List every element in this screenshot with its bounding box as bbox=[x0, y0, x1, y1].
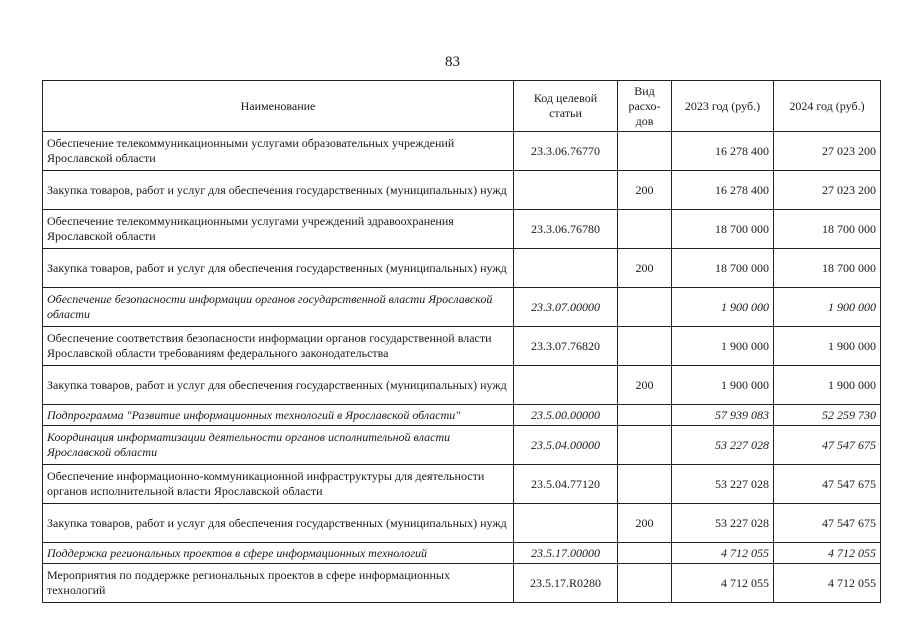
row-amount-2024: 47 547 675 bbox=[774, 426, 881, 465]
row-amount-2024: 47 547 675 bbox=[774, 504, 881, 543]
row-expense-type bbox=[618, 564, 672, 603]
row-name: Обеспечение безопасности информации органов государственной власти Ярославской области bbox=[43, 288, 514, 327]
row-amount-2023: 53 227 028 bbox=[672, 426, 774, 465]
row-amount-2023: 1 900 000 bbox=[672, 366, 774, 405]
row-amount-2024: 27 023 200 bbox=[774, 171, 881, 210]
row-amount-2023: 4 712 055 bbox=[672, 543, 774, 564]
row-expense-type bbox=[618, 288, 672, 327]
table-row bbox=[43, 210, 881, 249]
table-row bbox=[43, 405, 881, 426]
row-amount-2023: 53 227 028 bbox=[672, 504, 774, 543]
row-code: 23.3.06.76770 bbox=[514, 132, 618, 171]
row-amount-2024: 1 900 000 bbox=[774, 366, 881, 405]
table-row bbox=[43, 465, 881, 504]
header-year-2023: 2023 год (руб.) bbox=[672, 81, 774, 132]
row-amount-2023: 18 700 000 bbox=[672, 249, 774, 288]
row-amount-2024: 1 900 000 bbox=[774, 288, 881, 327]
row-code: 23.5.00.00000 bbox=[514, 405, 618, 426]
row-name: Обеспечение телекоммуникационными услугами образовательных учреждений Ярославской области bbox=[43, 132, 514, 171]
row-expense-type: 200 bbox=[618, 504, 672, 543]
row-expense-type: 200 bbox=[618, 249, 672, 288]
row-code: 23.3.07.76820 bbox=[514, 327, 618, 366]
row-amount-2023: 53 227 028 bbox=[672, 465, 774, 504]
table-row bbox=[43, 249, 881, 288]
table-body bbox=[43, 132, 881, 603]
row-amount-2023: 4 712 055 bbox=[672, 564, 774, 603]
row-name: Поддержка региональных проектов в сфере информационных технологий bbox=[43, 543, 514, 564]
table-header-row bbox=[43, 81, 881, 132]
row-amount-2024: 47 547 675 bbox=[774, 465, 881, 504]
row-name: Обеспечение телекоммуникационными услугами учреждений здравоохранения Ярославской области bbox=[43, 210, 514, 249]
row-code bbox=[514, 171, 618, 210]
table-row bbox=[43, 132, 881, 171]
row-code: 23.5.04.77120 bbox=[514, 465, 618, 504]
row-name: Закупка товаров, работ и услуг для обеспечения государственных (муниципальных) нужд bbox=[43, 249, 514, 288]
header-type: Вид расхо-дов bbox=[618, 81, 672, 132]
row-expense-type bbox=[618, 465, 672, 504]
table-row bbox=[43, 366, 881, 405]
header-code: Код целевой статьи bbox=[514, 81, 618, 132]
row-name: Мероприятия по поддержке региональных проектов в сфере информационных технологий bbox=[43, 564, 514, 603]
row-amount-2023: 57 939 083 bbox=[672, 405, 774, 426]
row-code bbox=[514, 366, 618, 405]
row-amount-2024: 52 259 730 bbox=[774, 405, 881, 426]
row-expense-type: 200 bbox=[618, 366, 672, 405]
row-amount-2024: 27 023 200 bbox=[774, 132, 881, 171]
row-code: 23.5.04.00000 bbox=[514, 426, 618, 465]
table-row bbox=[43, 171, 881, 210]
row-name: Координация информатизации деятельности органов исполнительной власти Ярославской области bbox=[43, 426, 514, 465]
table-row bbox=[43, 564, 881, 603]
row-expense-type bbox=[618, 327, 672, 366]
page-number: 83 bbox=[445, 54, 460, 70]
table-row bbox=[43, 504, 881, 543]
header-year-2024: 2024 год (руб.) bbox=[774, 81, 881, 132]
row-amount-2023: 1 900 000 bbox=[672, 327, 774, 366]
row-name: Подпрограмма "Развитие информационных технологий в Ярославской области" bbox=[43, 405, 514, 426]
row-amount-2024: 18 700 000 bbox=[774, 210, 881, 249]
row-amount-2023: 16 278 400 bbox=[672, 132, 774, 171]
row-expense-type bbox=[618, 132, 672, 171]
row-expense-type bbox=[618, 543, 672, 564]
row-code: 23.5.17.00000 bbox=[514, 543, 618, 564]
row-code: 23.3.07.00000 bbox=[514, 288, 618, 327]
row-amount-2024: 1 900 000 bbox=[774, 327, 881, 366]
row-code: 23.5.17.R0280 bbox=[514, 564, 618, 603]
row-code bbox=[514, 249, 618, 288]
row-name: Закупка товаров, работ и услуг для обеспечения государственных (муниципальных) нужд bbox=[43, 171, 514, 210]
row-code: 23.3.06.76780 bbox=[514, 210, 618, 249]
row-amount-2023: 16 278 400 bbox=[672, 171, 774, 210]
row-amount-2024: 4 712 055 bbox=[774, 543, 881, 564]
row-amount-2023: 1 900 000 bbox=[672, 288, 774, 327]
table-row bbox=[43, 288, 881, 327]
table-row bbox=[43, 543, 881, 564]
row-code bbox=[514, 504, 618, 543]
header-name: Наименование bbox=[43, 81, 514, 132]
row-amount-2024: 18 700 000 bbox=[774, 249, 881, 288]
row-expense-type bbox=[618, 405, 672, 426]
row-name: Обеспечение информационно-коммуникационной инфраструктуры для деятельности органов исполнительной власти Ярославской области bbox=[43, 465, 514, 504]
row-expense-type bbox=[618, 426, 672, 465]
row-expense-type: 200 bbox=[618, 171, 672, 210]
row-amount-2024: 4 712 055 bbox=[774, 564, 881, 603]
budget-table bbox=[42, 80, 881, 603]
row-name: Закупка товаров, работ и услуг для обеспечения государственных (муниципальных) нужд bbox=[43, 366, 514, 405]
table-row bbox=[43, 327, 881, 366]
table-row bbox=[43, 426, 881, 465]
row-expense-type bbox=[618, 210, 672, 249]
row-name: Обеспечение соответствия безопасности информации органов государственной власти Ярославской области требованиям федерального законодательства bbox=[43, 327, 514, 366]
row-name: Закупка товаров, работ и услуг для обеспечения государственных (муниципальных) нужд bbox=[43, 504, 514, 543]
row-amount-2023: 18 700 000 bbox=[672, 210, 774, 249]
